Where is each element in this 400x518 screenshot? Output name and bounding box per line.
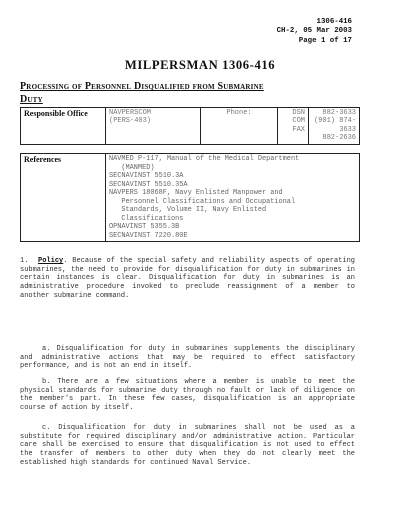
phone-number-cell [309, 108, 360, 145]
page-number: Page 1 of 17 [298, 36, 352, 45]
paragraph-b [20, 378, 355, 413]
reference-line: Classifications [109, 214, 184, 223]
reference-line: SECNAVINST 7220.80E [109, 231, 188, 240]
document-header [277, 18, 352, 46]
phone-label: Phone: [201, 108, 278, 145]
policy-heading: Policy [38, 257, 64, 265]
dsn-number: 882-3633 [322, 109, 356, 117]
paragraph-a-text: a. Disqualification for duty in submarines supplements the disciplinary and administrative actions that may be required to effect satisfactory performance, and is not an end in itself. [20, 345, 355, 371]
reference-line: SECNAVINST 5510.3A [109, 172, 184, 180]
references-list [106, 154, 360, 242]
document-title: MILPERSMAN 1306-416 [124, 58, 276, 72]
doc-number: 1306-416 [316, 18, 352, 26]
fax-number: 882-2636 [322, 134, 356, 143]
subject-heading [20, 80, 370, 106]
paragraph-b-text: b. There are a few situations where a member is unable to meet the physical standards for submarine duty through no fault or lack of diligence on the member's part. In these few cases, disqualification is an appropriate course of action by itself. [20, 378, 355, 413]
change-number: CH-2, 05 Mar 2003 [276, 27, 352, 36]
reference-line: NAVMED P-117, Manual of the Medical Department [109, 155, 300, 163]
policy-paragraph [20, 257, 355, 301]
reference-line: Personnel Classifications and Occupational [109, 197, 296, 206]
phone-type-cell [278, 108, 309, 145]
paragraph-c-text: c. Disqualification for duty in submarines shall not be used as a substitute for required disciplinary and/or administrative action. Particular care shall be exercised to ensure that disqualification is not used to effect the transfer of members to other duty when they do not clearly meet the established high standards for continued Naval Service. [20, 424, 355, 467]
responsible-office-label: Responsible Office [21, 108, 106, 145]
subject-line-2: Duty [20, 94, 43, 105]
com-label: COM [292, 117, 305, 126]
subject-line-1: Processing of Personnel Disqualified from Submarine [20, 81, 264, 92]
references-label: References [21, 154, 106, 242]
fax-label: FAX [292, 125, 305, 134]
paragraph-c [20, 424, 355, 468]
office-org-cell [106, 108, 201, 145]
reference-line: NAVPERS 18068F, Navy Enlisted Manpower and [109, 189, 283, 197]
responsible-office-table [20, 107, 360, 145]
dsn-label: DSN [292, 109, 305, 117]
references-table [20, 153, 360, 242]
com-number: (901) 874-3633 [313, 117, 356, 134]
paragraph-a [20, 345, 355, 371]
reference-line: Standards, Volume II, Navy Enlisted [109, 206, 267, 214]
policy-text: . Because of the special safety and reliability aspects of operating submarines, the need to provide for disqualification for duty in submarines in certain instances is clear. Disqualification for duty in submarines is an administrative procedure invoked to preclude reassignment of a member to another submarine command. [20, 257, 355, 300]
paragraph-number: 1. [20, 257, 29, 265]
reference-line: OPNAVINST 5355.3B [109, 223, 180, 231]
reference-line: SECNAVINST 5510.35A [109, 180, 188, 189]
reference-line: (MANMED) [109, 163, 155, 172]
office-code: (PERS-403) [109, 117, 152, 126]
office-org: NAVPERSCOM [109, 109, 152, 117]
